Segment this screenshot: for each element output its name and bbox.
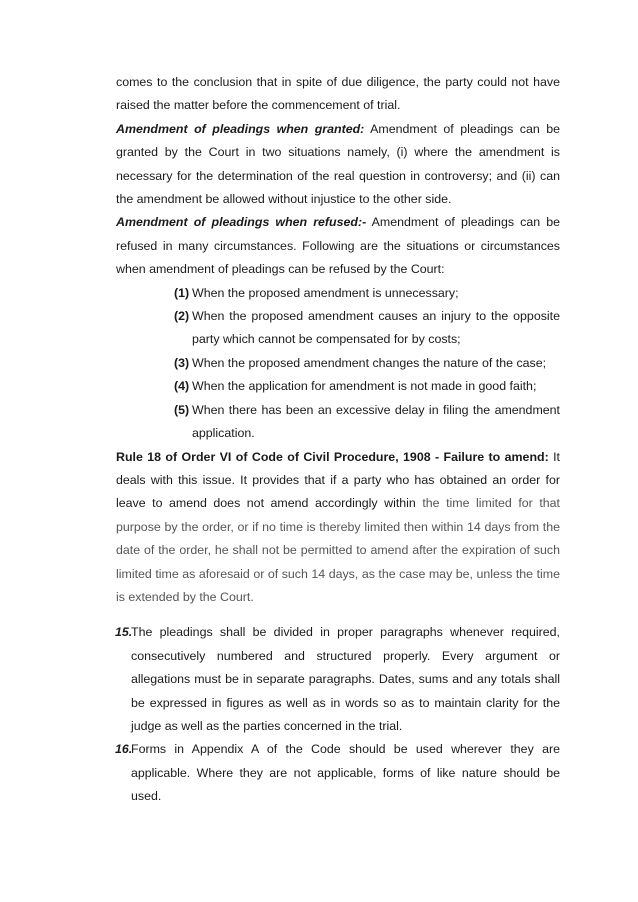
list-item-text: When the application for amendment is not made in good faith;: [192, 379, 537, 394]
heading-amendment-granted: Amendment of pleadings when granted:: [116, 121, 365, 136]
list-item: [174, 399, 560, 446]
paragraph-amendment-granted: [116, 118, 560, 212]
list-item: [174, 305, 560, 352]
list-item: [174, 352, 560, 375]
refusal-list: [116, 282, 560, 446]
document-page: [116, 71, 560, 809]
list-item-text: When the proposed amendment changes the nature of the case;: [192, 355, 547, 370]
paragraph-amendment-refused: [116, 211, 560, 281]
numbered-item-15: [116, 621, 560, 738]
item-text: Forms in Appendix A of the Code should be used wherever they are applicable. Where they are not applicable, forms of like nature should be used.: [131, 742, 560, 804]
item-text: The pleadings shall be divided in proper paragraphs whenever required, consecutively numbered and structured properly. Every argument or allegations must be in separate paragraphs. Dates, sums and any totals shall be expressed in figures as well as in words so as to maintain clarity for the judge as well as the parties concerned in the trial.: [131, 625, 560, 733]
text-rule-18-dark: It deals with this issue. It provides that if a party who has obtained an order for leave to amend does not amend accordingly within: [116, 449, 561, 511]
list-item-text: When there has been an excessive delay in filing the amendment application.: [192, 402, 560, 441]
text-amendment-refused: Amendment of pleadings can be refused in many circumstances. Following are the situations or circumstances when amendment of pleadings can be refused by the Court:: [116, 215, 560, 277]
list-item-number: (4): [174, 379, 190, 394]
heading-amendment-refused: Amendment of pleadings when refused:-: [116, 215, 367, 230]
paragraph-continuation: comes to the conclusion that in spite of due diligence, the party could not have raised the matter before the commencement of trial.: [116, 75, 560, 113]
list-item-number: (5): [174, 402, 190, 417]
numbered-item-16: [116, 738, 560, 808]
list-item-text: When the proposed amendment is unnecessary;: [192, 285, 459, 300]
paragraph-rule-18: [116, 446, 560, 610]
list-item-text: When the proposed amendment causes an injury to the opposite party which cannot be compensated for by costs;: [192, 309, 560, 347]
heading-rule-18: Rule 18 of Order VI of Code of Civil Procedure, 1908 - Failure to amend:: [116, 449, 549, 464]
text-amendment-granted: Amendment of pleadings can be granted by the Court in two situations namely, (i) where the amendment is necessary for the determination of the real question in controversy; and (ii) can the amendment be allowed without injustice to the other side.: [116, 121, 561, 207]
list-item: [174, 375, 560, 398]
list-item-number: (1): [174, 285, 190, 300]
item-number: 16.: [115, 742, 133, 757]
text-rule-18-grey: the time limited for that purpose by the order, or if no time is thereby limited then within 14 days from the date of the order, he shall not be permitted to amend after the expiration of such limited time as aforesaid or of such 14 days, as the case may be, unless the time is extended by the Court.: [116, 496, 560, 604]
list-item-number: (3): [174, 355, 190, 370]
item-number: 15.: [115, 625, 133, 640]
spacer: [116, 609, 560, 621]
list-item: [174, 282, 560, 305]
list-item-number: (2): [174, 309, 190, 324]
